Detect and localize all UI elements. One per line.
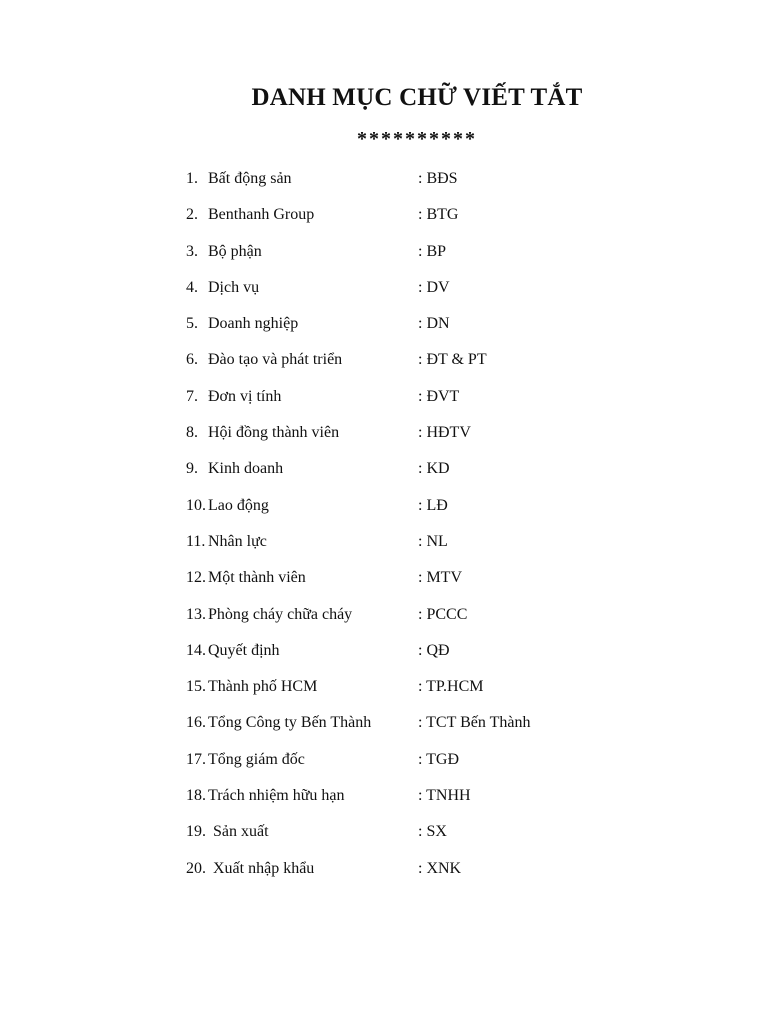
- item-term: Một thành viên: [208, 569, 306, 587]
- item-term: Sản xuất: [213, 823, 269, 841]
- item-abbreviation: : TGĐ: [418, 750, 460, 768]
- item-index: 6.: [186, 351, 198, 369]
- item-index: 12.: [186, 569, 206, 587]
- item-term: Dịch vụ: [208, 278, 260, 296]
- item-abbreviation: : TNHH: [418, 787, 471, 805]
- title-separator: **********: [357, 128, 477, 150]
- item-index: 3.: [186, 242, 198, 260]
- list-item: [186, 676, 606, 712]
- item-abbreviation: : PCCC: [418, 605, 468, 623]
- item-term: Lao động: [208, 496, 269, 514]
- item-abbreviation: : QĐ: [418, 641, 450, 659]
- list-item: [186, 204, 606, 240]
- item-abbreviation: : XNK: [418, 859, 462, 877]
- list-item: [186, 458, 606, 494]
- item-index: 16.: [186, 714, 206, 732]
- list-item: [186, 531, 606, 567]
- item-term: Doanh nghiệp: [208, 315, 299, 333]
- item-index: 20.: [186, 859, 206, 877]
- item-index: 8.: [186, 424, 198, 442]
- item-index: 18.: [186, 787, 206, 805]
- item-term: Bất động sản: [208, 170, 292, 187]
- list-item: [186, 604, 606, 640]
- item-abbreviation: : BĐS: [418, 170, 458, 187]
- list-item: [186, 277, 606, 313]
- item-term: Hội đồng thành viên: [208, 424, 340, 442]
- item-abbreviation: : TCT Bến Thành: [418, 714, 531, 732]
- item-term: Bộ phận: [208, 242, 262, 260]
- item-index: 11.: [186, 532, 206, 550]
- item-abbreviation: : HĐTV: [418, 424, 471, 442]
- item-abbreviation: : BTG: [418, 206, 459, 224]
- item-index: 19.: [186, 823, 206, 841]
- item-abbreviation: : DN: [418, 315, 450, 333]
- item-abbreviation: : NL: [418, 532, 448, 550]
- list-item: [186, 495, 606, 531]
- list-item: [186, 785, 606, 821]
- item-index: 7.: [186, 387, 198, 405]
- item-index: 9.: [186, 460, 198, 478]
- list-item: [186, 168, 606, 204]
- item-abbreviation: : ĐT & PT: [418, 351, 487, 369]
- item-abbreviation: : TP.HCM: [418, 678, 484, 696]
- item-index: 5.: [186, 315, 198, 333]
- page-title: DANH MỤC CHỮ VIẾT TẮT: [251, 84, 583, 111]
- item-term: Tổng Công ty Bến Thành: [208, 714, 372, 732]
- item-index: 15.: [186, 678, 206, 696]
- item-term: Benthanh Group: [208, 206, 315, 224]
- item-abbreviation: : SX: [418, 823, 447, 841]
- item-term: Kinh doanh: [208, 460, 284, 478]
- abbreviation-list: [186, 168, 606, 894]
- item-term: Trách nhiệm hữu hạn: [208, 787, 345, 805]
- item-term: Tổng giám đốc: [208, 750, 305, 768]
- item-index: 1.: [186, 170, 198, 187]
- list-item: [186, 241, 606, 277]
- list-item: [186, 386, 606, 422]
- item-term: Đơn vị tính: [208, 387, 282, 405]
- item-term: Đào tạo và phát triển: [208, 351, 343, 369]
- item-index: 4.: [186, 278, 198, 296]
- item-index: 17.: [186, 750, 206, 768]
- list-item: [186, 313, 606, 349]
- item-index: 13.: [186, 605, 206, 623]
- item-term: Phòng cháy chữa cháy: [208, 605, 353, 623]
- list-item: [186, 640, 606, 676]
- item-term: Xuất nhập khẩu: [213, 859, 315, 877]
- list-item: [186, 858, 606, 894]
- item-abbreviation: : MTV: [418, 569, 462, 587]
- item-abbreviation: : KD: [418, 460, 450, 478]
- item-abbreviation: : DV: [418, 278, 450, 296]
- item-index: 2.: [186, 206, 198, 224]
- list-item: [186, 349, 606, 385]
- item-index: 10.: [186, 496, 206, 514]
- list-item: [186, 749, 606, 785]
- item-abbreviation: : LĐ: [418, 496, 448, 514]
- item-abbreviation: : ĐVT: [418, 387, 460, 405]
- item-term: Quyết định: [208, 641, 280, 659]
- item-index: 14.: [186, 641, 206, 659]
- list-item: [186, 422, 606, 458]
- item-term: Nhân lực: [208, 532, 267, 550]
- list-item: [186, 712, 606, 748]
- list-item: [186, 821, 606, 857]
- list-item: [186, 567, 606, 603]
- item-term: Thành phố HCM: [208, 678, 318, 696]
- item-abbreviation: : BP: [418, 242, 447, 260]
